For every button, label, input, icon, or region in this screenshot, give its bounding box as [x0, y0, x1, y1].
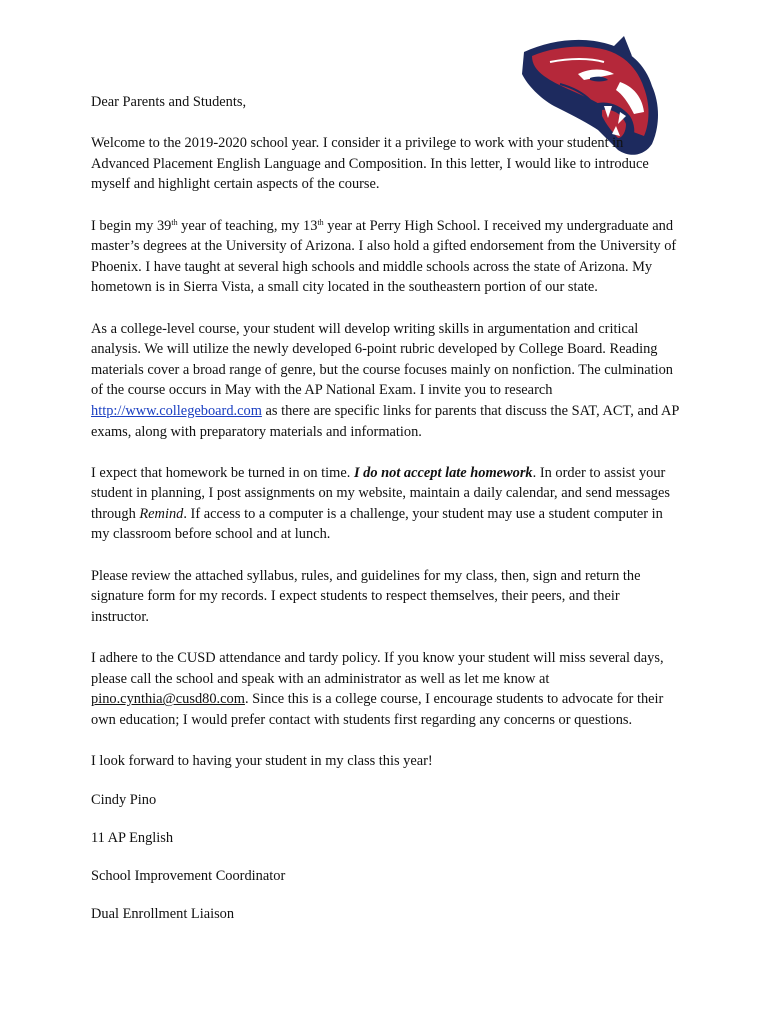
paragraph-welcome: [91, 133, 681, 195]
teacher-email-link[interactable]: pino.cynthia@cusd80.com: [91, 691, 245, 708]
remind-app-name: Remind: [139, 505, 184, 522]
paragraph-syllabus: [91, 566, 681, 628]
paragraph-course: [91, 319, 681, 443]
signature-title-3: Dual Enrollment Liaison: [91, 906, 235, 923]
paragraph-homework-text-a: I expect that homework be turned in on time.: [91, 464, 354, 481]
paragraph-about-me: [91, 216, 681, 298]
greeting: Dear Parents and Students,: [91, 94, 247, 110]
paragraph-attendance-text-b: . Since this is a college course, I encourage students to advocate for their own education; I would prefer contact with students first regarding any concerns or questions.: [91, 691, 664, 728]
paragraph-course-text-b: as there are specific links for parents that discuss the SAT, ACT, and AP exams, along with preparatory materials and information.: [91, 402, 679, 440]
paragraph-course-text-a: As a college-level course, your student will develop writing skills in argumentation and critical analysis. We will utilize the newly developed 6-point rubric developed by College Board. Reading materials cover a broad range of genre, but the course focuses mainly on nonfiction. The culmination of the course occurs in May with the AP National Exam. I invite you to research: [91, 320, 673, 399]
paragraph-syllabus-text: Please review the attached syllabus, rules, and guidelines for my class, then, sign and return the signature form for my records. I expect students to respect themselves, their peers, and their instructor.: [91, 567, 641, 625]
paragraph-about-me-text-b: year of teaching, my 13: [177, 217, 318, 234]
paragraph-homework-text-c: . If access to a computer is a challenge, your student may use a student computer in my classroom before school and at lunch.: [91, 505, 663, 543]
paragraph-homework-text-b: . In order to assist your student in planning, I post assignments on my website, maintain a daily calendar, and send messages through: [91, 464, 670, 522]
signature-block: [91, 792, 681, 924]
late-homework-emphasis: I do not accept late homework: [353, 464, 533, 481]
signature-title-1: 11 AP English: [91, 830, 174, 847]
paragraph-homework: [91, 463, 681, 545]
collegeboard-link[interactable]: http://www.collegeboard.com: [91, 402, 262, 419]
signature-name: Cindy Pino: [91, 792, 157, 809]
ordinal-suffix: th: [171, 217, 178, 227]
paragraph-attendance: [91, 648, 681, 730]
letter-body: [91, 92, 681, 945]
paragraph-closing: I look forward to having your student in my class this year!: [91, 753, 433, 769]
paragraph-welcome-text: Welcome to the 2019-2020 school year. I consider it a privilege to work with your student in Advanced Placement English Language and Composition. In this letter, I would like to introduce myself and highlight certain aspects of the course.: [91, 135, 649, 193]
ordinal-suffix: th: [317, 217, 324, 227]
paragraph-attendance-text-a: I adhere to the CUSD attendance and tardy policy. If you know your student will miss several days, please call the school and speak with an administrator as well as let me know at: [91, 650, 664, 687]
paragraph-about-me-text-a: I begin my 39: [91, 217, 172, 234]
paragraph-about-me-text-c: year at Perry High School. I received my undergraduate and master’s degrees at the University of Arizona. I also hold a gifted endorsement from the University of Phoenix. I have taught at several high schools and middle schools across the state of Arizona. My hometown is in Sierra Vista, a small city located in the southeastern portion of our state.: [91, 217, 677, 296]
signature-title-2: School Improvement Coordinator: [91, 868, 286, 885]
